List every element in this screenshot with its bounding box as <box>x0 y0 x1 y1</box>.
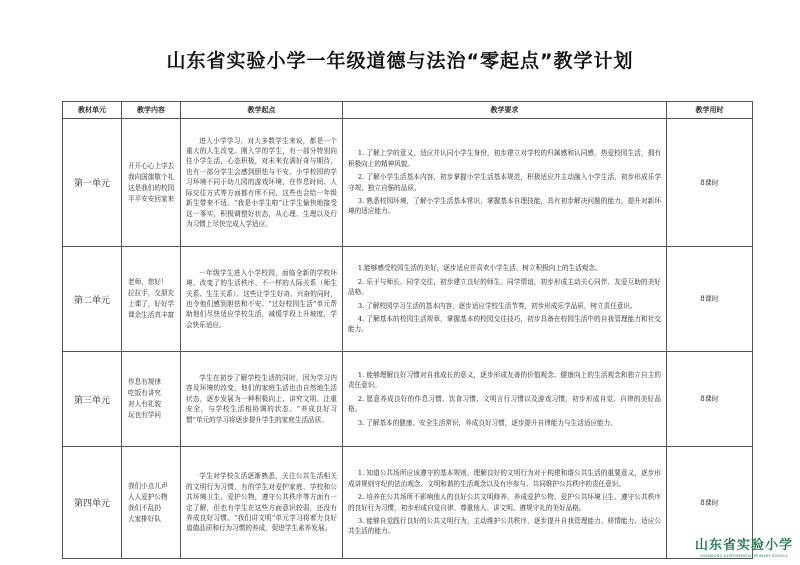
content-item: 上课了，好好学 <box>128 300 175 308</box>
requirements-cell <box>343 447 667 559</box>
content-item: 人人爱护公物 <box>128 492 168 501</box>
content-item: 老师，您好！ <box>128 278 168 286</box>
table-row <box>63 447 753 559</box>
unit-cell: 第一单元 <box>63 119 122 247</box>
content-cell <box>122 119 181 247</box>
unit-cell: 第三单元 <box>63 352 122 447</box>
logo-english-text: SHANDONG EXPERIMENTAL PRIMARY SCHOOL <box>700 554 788 558</box>
requirement-item: 1. 了解上学的意义，适应并认同小学生身份，初步建立对学校的归属感和认同感，热爱校园生活，拥有积极向上的精神风貌。 <box>348 149 661 168</box>
start-cell: 学生对学校生活逐渐熟悉，关注公共生活相关的文明行为习惯，有的学生对爱护家庭、学校和公共环境卫生、爱护公物，遵守公共秩序等方面有一定了解，但也有学生在这些方面意识较弱，还没有养成良好习惯。“我们讲文明”单元学习将着力良好道德品质和行为习惯的养成，促进学生素养发展。 <box>181 447 343 559</box>
content-item: 平平安安回家来 <box>128 194 175 203</box>
requirement-item: 3. 能够自觉践行良好的公共文明行为，主动维护公共秩序，逐步提升自我管理能力、移情能力、适应公共生活的能力。 <box>348 516 661 536</box>
table-row <box>63 119 753 247</box>
header-start: 教学起点 <box>181 102 343 119</box>
table-row <box>63 352 753 447</box>
start-cell: 一年级学生进入小学校园，面临全新的学校环境、改变了的生活秩序、不一样的人际关系（师生关系、生生关系）。这些让学生好奇、兴奋的同时，也令他们感到胆怯和不安。“过好校园生活”单元帮助他们尽快适应学校生活，减缓学段上升坡度，学会快乐适应。 <box>181 247 343 352</box>
content-cell <box>122 352 181 447</box>
content-item: 我们小点儿声 <box>128 481 168 490</box>
table-row <box>63 247 753 352</box>
time-cell: 8课时 <box>667 247 753 352</box>
unit-cell: 第四单元 <box>63 447 122 559</box>
time-cell: 8课时 <box>667 447 753 559</box>
time-cell: 8课时 <box>667 119 753 247</box>
requirement-item: 2. 愿意养成良好的作息习惯、饮食习惯、文明言行习惯以及游戏习惯，初步形成自觉、自律的美好品格。 <box>348 394 661 414</box>
content-item: 大家排好队 <box>128 514 161 523</box>
requirement-item: 2. 乐于与师长、同学交往，初步建立良好的师生、同学情谊，初步形成主动关心同伴、友爱互助的美好品格。 <box>348 277 661 297</box>
requirement-item: 1. 能够理解良好习惯对自我成长的意义，逐步形成友善的价值观念、健康向上的生活观念和独立自主的责任意识。 <box>348 370 661 390</box>
content-item: 玩也有学问 <box>128 411 161 419</box>
requirement-item: 2. 培养在公共场所不影响他人的良好公共文明修养，养成爱护公物、爱护公共环境卫生、遵守公共秩序的良好行为习惯，初步形成自觉自律、尊重他人、讲文明、遵规守礼的美好品格。 <box>348 493 661 512</box>
content-item: 课余生活真丰富 <box>128 311 175 319</box>
page-title: 山东省实验小学一年级道德与法治“零起点”教学计划 <box>166 50 634 72</box>
header-requirements: 教学要求 <box>343 102 667 119</box>
requirement-item: 3. 熟悉校园环境，了解小学生活基本常识，掌握基本自理技能，具有初步解决问题的能力，提升对新环境的适应能力。 <box>348 196 661 216</box>
content-item: 对人有礼貌 <box>128 400 161 408</box>
start-cell: 进入小学学习，对大多数学生来说，都是一个重大的人生改变。刚入学的学生，有一部分特别向往小学生活，心态积极，对未来充满好奇与期待，也有一部分学生会感到胆怯与不安。小学校园的学习环境不同于幼儿园的游戏环境，在作息时间、人际交往方式等方面都有所不同，这些也会给一年级新生带来不适。“我是小学生啦”让学生愉快地接受这一事实，积极调整好状态，从心理、生理以及行为习惯上尽快完成入学适应。 <box>181 119 343 247</box>
content-cell <box>122 247 181 352</box>
requirements-cell <box>343 247 667 352</box>
header-time: 教学用时 <box>667 102 753 119</box>
requirement-item: 2. 了解小学生活基本内容，初步掌握小学生活基本规范，积极适应并主动融入小学生活，初步形成乐学守规、独立自强的品质。 <box>348 173 661 192</box>
requirement-item: 3. 了解基本的健康、安全生活常识，养成良好习惯，逐步提升自律能力与生活适应能力。 <box>357 418 617 427</box>
time-cell: 8课时 <box>667 352 753 447</box>
requirements-cell <box>343 352 667 447</box>
content-item: 吃饭有讲究 <box>128 389 161 397</box>
header-content: 教学内容 <box>122 102 181 119</box>
content-item: 我们不乱扔 <box>128 503 161 512</box>
content-item: 拉拉手，交朋友 <box>128 289 175 297</box>
unit-cell: 第二单元 <box>63 247 122 352</box>
content-cell <box>122 447 181 559</box>
content-item: 开开心心上学去 <box>128 161 175 170</box>
table-header-row <box>63 102 753 119</box>
content-item: 我向国旗敬个礼 <box>128 172 175 181</box>
header-unit: 教材单元 <box>63 102 122 119</box>
content-item: 作息有规律 <box>128 378 161 386</box>
requirement-item: 1. 知道公共场所应该遵守的基本规则，理解良好的文明行为对于构建和谐公共生活的重要意义，逐步形成讲规则守纪的法治观念、文明和谐的生活观念以及有序参与、共同维护公共秩序的责任意识。 <box>348 469 661 488</box>
school-logo <box>692 534 796 558</box>
start-cell: 学生在初步了解学校生活的同时，因为学习内容及环境的改变，他们的家庭生活也由自然地生活状态，逐步发展为一种积极向上、讲究文明、注重安全，与学校生活相协调的状态。“养成良好习惯”单元的学习将逐步提升学生的家庭生活品质。 <box>181 352 343 447</box>
content-item: 这是我们的校园 <box>128 183 175 192</box>
teaching-plan-table <box>62 101 753 559</box>
logo-chinese-text: 山东省实验小学 <box>694 538 793 553</box>
requirements-cell <box>343 119 667 247</box>
requirement-item: 1.能够感受校园生活的美好，逐步适应并喜欢小学生活，树立积极向上的生活观念。 <box>357 264 602 273</box>
requirement-item: 3. 了解校园学习生活的基本内容，逐步适应学校生活节奏，初步形成乐学品质，树立责任意识。 <box>357 301 637 310</box>
requirement-item: 4. 了解基本的校园生活规章，掌握基本的校园交往技巧，初步具备在校园生活中的自我管理能力和社交能力。 <box>348 314 661 334</box>
